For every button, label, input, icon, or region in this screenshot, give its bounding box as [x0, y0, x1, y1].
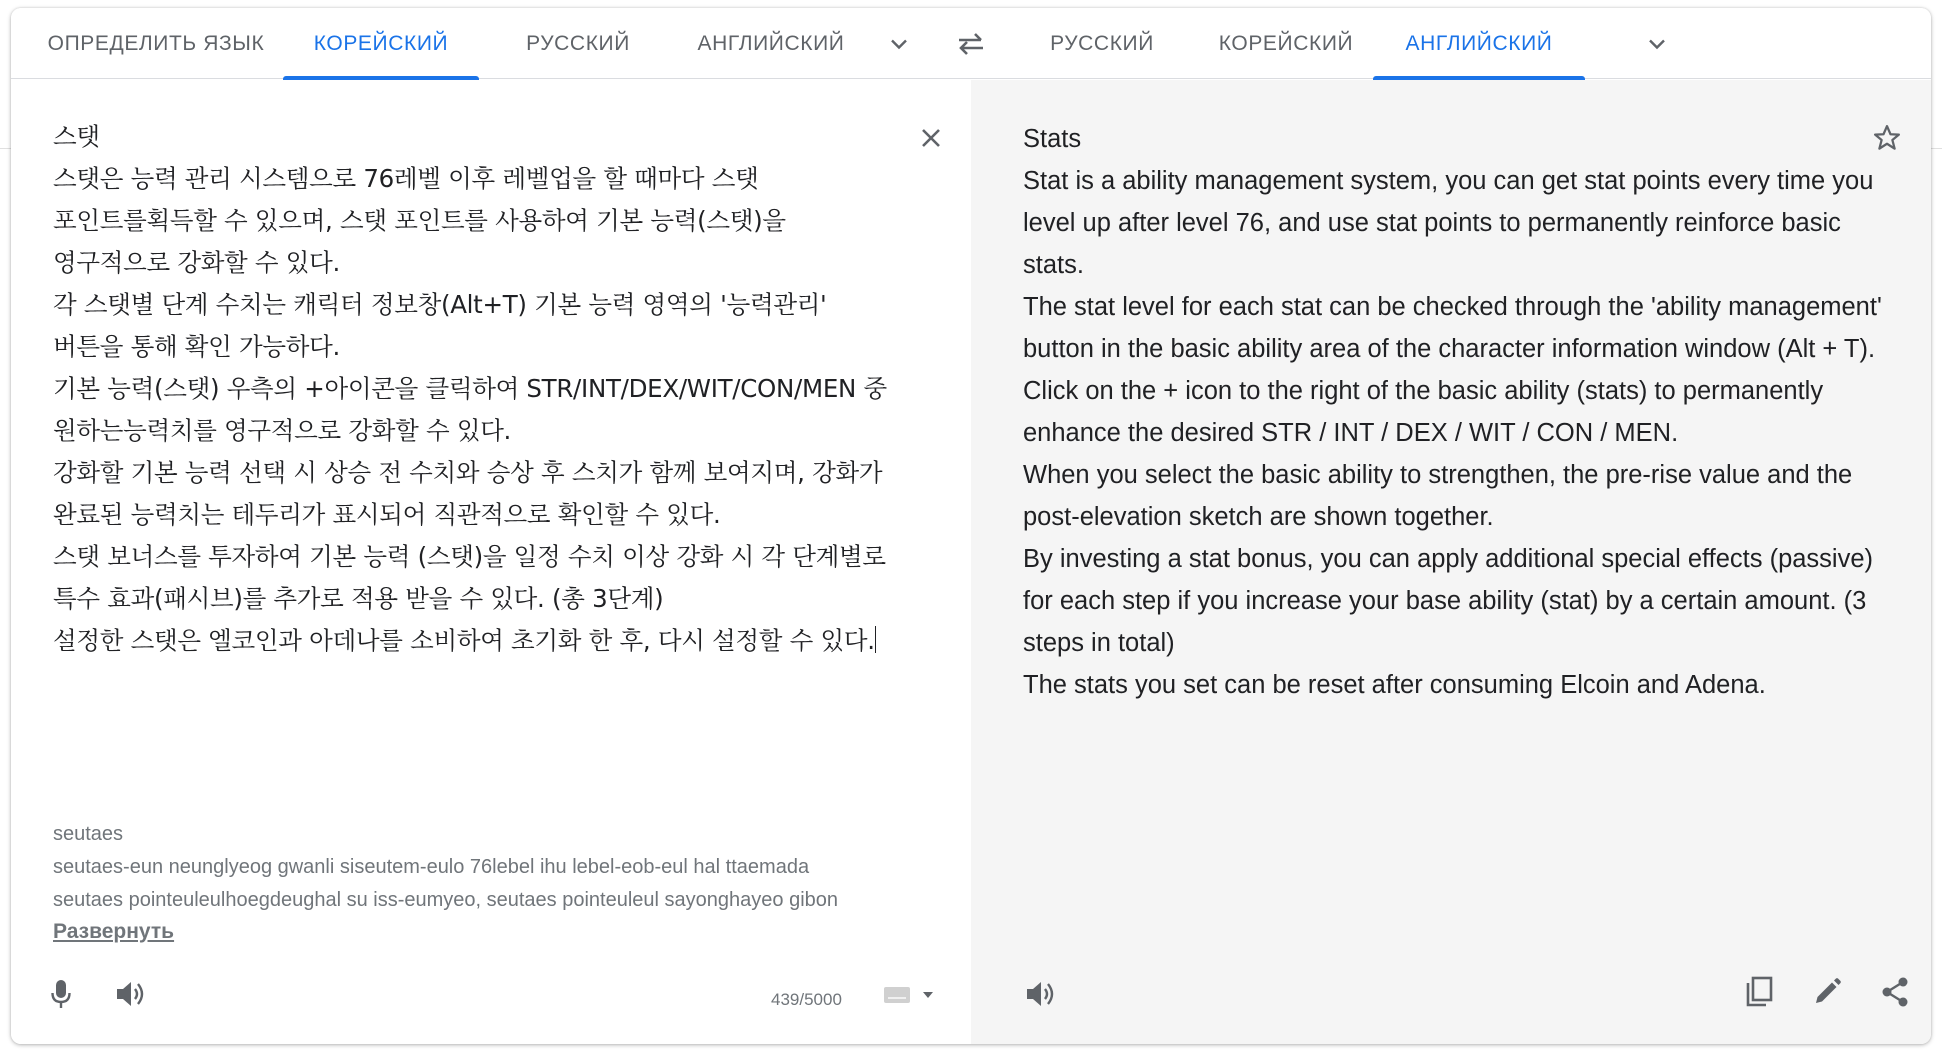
tab-source-korean[interactable]: КОРЕЙСКИЙ [283, 8, 479, 79]
voice-input-button[interactable] [39, 972, 83, 1016]
copy-translation-button[interactable] [1737, 970, 1781, 1014]
share-translation-button[interactable] [1873, 970, 1917, 1014]
swap-languages-button[interactable] [949, 22, 993, 66]
edit-icon [1812, 977, 1842, 1007]
caret-down-icon [921, 990, 935, 1000]
close-icon [919, 126, 943, 150]
transliteration-line: seutaes pointeuleulhoegdeughal su iss-eumyeo, seutaes pointeuleul sayonghayeo gibon [53, 889, 839, 911]
text-caret [875, 626, 876, 653]
tab-detect-language[interactable]: ОПРЕДЕЛИТЬ ЯЗЫК [47, 32, 265, 55]
source-textarea[interactable] [53, 116, 893, 662]
swap-icon [956, 31, 986, 57]
transliteration-line: seutaes-eun neunglyeog gwanli siseutem-eulo 76lebel ihu lebel-eob-eul hal ttaemada [53, 856, 810, 878]
input-tools-button[interactable] [879, 980, 939, 1010]
speaker-icon [1025, 980, 1057, 1008]
expand-transliteration-link[interactable]: Развернуть [53, 920, 175, 943]
star-icon [1872, 123, 1902, 153]
save-translation-button[interactable] [1865, 116, 1909, 160]
tab-source-russian[interactable]: РУССКИЙ [526, 32, 630, 55]
speaker-icon [115, 980, 147, 1008]
tab-source-english[interactable]: АНГЛИЙСКИЙ [697, 32, 845, 55]
character-counter: 439/5000 [771, 990, 842, 1009]
translate-card [11, 8, 1931, 1044]
source-text: 스탯 스탯은 능력 관리 시스템으로 76레벨 이후 레벨업을 할 때마다 스탯 포인트를획득할 수 있으며, 스탯 포인트를 사용하여 기본 능력(스탯)을 영구적으로 강화할 수 있다. 각 스탯별 단계 수치는 캐릭터 정보창(Alt+T) 기본 능력 영역의 '능력관리' 버튼을 통해 확인 가능하다. 기본 능력(스탯) 우측의 +아이콘을 클릭하여 STR/INT/DEX/WIT/CON/MEN 중 원하는능력치를 영구적으로 강화할 수 있다. 강화할 기본 능력 선택 시 상승 전 수치와 승상 후 스치가 함께 보여지며, 강화가 완료된 능력치는 테두리가 표시되어 직관적으로 확인할 수 있다. 스탯 보너스를 투자하여 기본 능력 (스탯)을 일정 수치 이상 강화 시 각 단계별로 특수 효과(패시브)를 추가로 적용 받을 수 있다. (총 3단계) 설정한 스탯은 엘코인과 아데나를 소비하여 초기화 한 후, 다시 설정할 수 있다. [53, 122, 887, 655]
keyboard-icon [883, 986, 911, 1004]
target-language-more-button[interactable] [1637, 24, 1677, 64]
transliteration-line: seutaes [53, 823, 124, 845]
tab-target-english[interactable]: АНГЛИЙСКИЙ [1373, 8, 1585, 79]
share-icon [1880, 976, 1910, 1008]
chevron-down-icon [1645, 32, 1669, 56]
copy-icon [1744, 976, 1774, 1008]
edit-translation-button[interactable] [1805, 970, 1849, 1014]
tab-target-russian[interactable]: РУССКИЙ [1050, 32, 1154, 55]
listen-translation-button[interactable] [1019, 972, 1063, 1016]
clear-source-button[interactable] [911, 118, 951, 158]
source-language-more-button[interactable] [879, 24, 919, 64]
translation-text: Stats Stat is a ability management system, you can get stat points every time you level up after level 76, and use stat points to permanently reinforce basic stats. The stat level for each stat can be checked through the 'ability management' button in the basic ability area of the character information window (Alt + T). Click on the + icon to the right of the basic ability (stats) to permanently enhance the desired STR / INT / DEX / WIT / CON / MEN. When you select the basic ability to strengthen, the pre-rise value and the post-elevation sketch are shown together. By investing a stat bonus, you can apply additional special effects (passive) for each step if you increase your base ability (stat) by a certain amount. (3 steps in total) The stats you set can be reset after consuming Elcoin and Adena. [1023, 125, 1882, 699]
tab-target-korean[interactable]: КОРЕЙСКИЙ [1218, 32, 1354, 55]
transliteration [53, 818, 953, 917]
language-bar [11, 8, 1931, 79]
mic-icon [51, 979, 71, 1009]
chevron-down-icon [887, 32, 911, 56]
listen-source-button[interactable] [109, 972, 153, 1016]
source-pane [11, 80, 971, 1044]
target-pane [971, 80, 1931, 1044]
